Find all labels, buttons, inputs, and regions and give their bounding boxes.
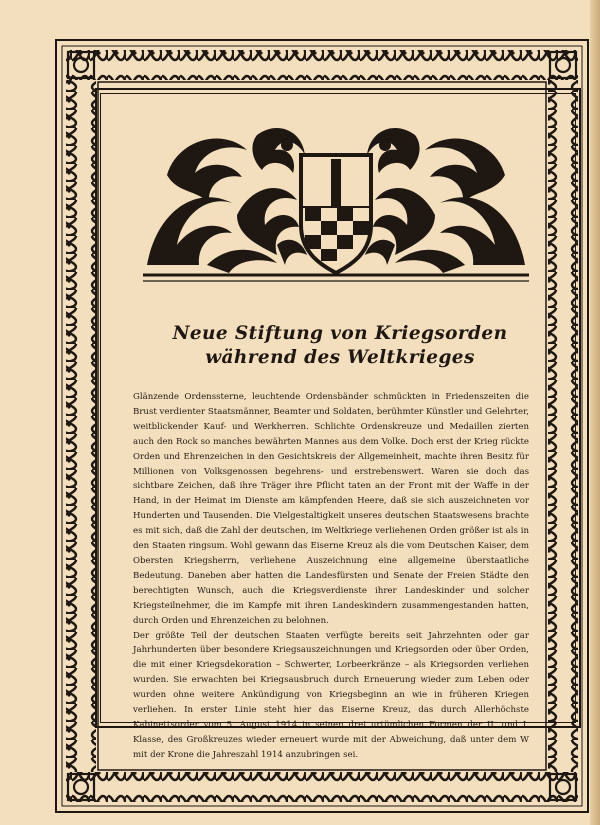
body-text — [133, 390, 529, 763]
page-binding-edge — [590, 0, 600, 825]
title-line-2: während des Weltkrieges — [205, 347, 475, 368]
acanthus-vignette-with-coat-of-arms — [137, 115, 535, 287]
title-line-1: Neue Stiftung von Kriegsorden — [172, 323, 508, 344]
paragraph: Der größte Teil der deutschen Staaten verfügte bereits seit Jahrzehnten oder gar Jahrhunderten über besondere Kriegsauszeichnungen und Kriegsorden oder über Orden, die mit einer Kriegsdekoration – Schwerter, Lorbeerkränze – als Kriegsorden verliehen wurden. Sie erwachten bei Kriegsausbruch durch Erneuerung wieder zum Leben oder wurden ohne weitere Ankündigung von Kriegsbeginn an wie in früheren Kriegen verliehen. In erster Linie steht hier das Eiserne Kreuz, das durch Allerhöchste Kabinettsorder vom 5. August 1914 in seinen drei urtümlichen Formen der II. und I. Klasse, des Großkreuzes wieder erneuert wurde mit der Abweichung, daß unter dem W mit der Krone die Jahreszahl 1914 anzubringen sei. — [133, 630, 529, 760]
paragraph: Glänzende Ordenssterne, leuchtende Ordensbänder schmückten in Friedenszeiten die Brust verdienter Staatsmänner, Beamter und Soldaten, berühmter Künstler und Gelehrter, weitblickender Kauf- und Werkherren. Schlichte Ordenskreuze und Medaillen zierten auch den Rock so manches bewährten Mannes aus dem Volke. Doch erst der Krieg rückte Orden und Ehrenzeichen in den Gesichtskreis der Allgemeinheit, machte ihren Besitz für Millionen von Volksgenossen begehrens- und erstrebenswert. Waren sie doch das sichtbare Zeichen, daß ihre Träger ihre Pflicht taten an der Front mit der Waffe in der Hand, in der Heimat im Dienste am kämpfenden Heere, daß sie sich auszeichneten vor Hunderten und Tausenden. Die Vielgestaltigkeit unseres deutschen Staatswesens brachte es mit sich, daß die Zahl der deutschen, im Weltkriege verliehenen Orden größer ist als in den Staaten ringsum. Wohl gewann das Eiserne Kreuz als die vom Deutschen Kaiser, dem Obersten Kriegsherrn, verliehene Auszeichnung eine allgemeine überstaatliche Bedeutung. Daneben aber hatten die Landesfürsten und Senate der Freien Städte den berechtigten Wunsch, auch die Kriegsverdienste ihrer Landeskinder und solcher Kriegsteilnehmer, die im Kampfe mit ihren Landeskindern zusammengestanden hatten, durch Orden und Ehrenzeichen zu belohnen. — [133, 392, 529, 626]
coat-of-arms-shield — [301, 155, 371, 273]
page-title — [110, 322, 570, 370]
